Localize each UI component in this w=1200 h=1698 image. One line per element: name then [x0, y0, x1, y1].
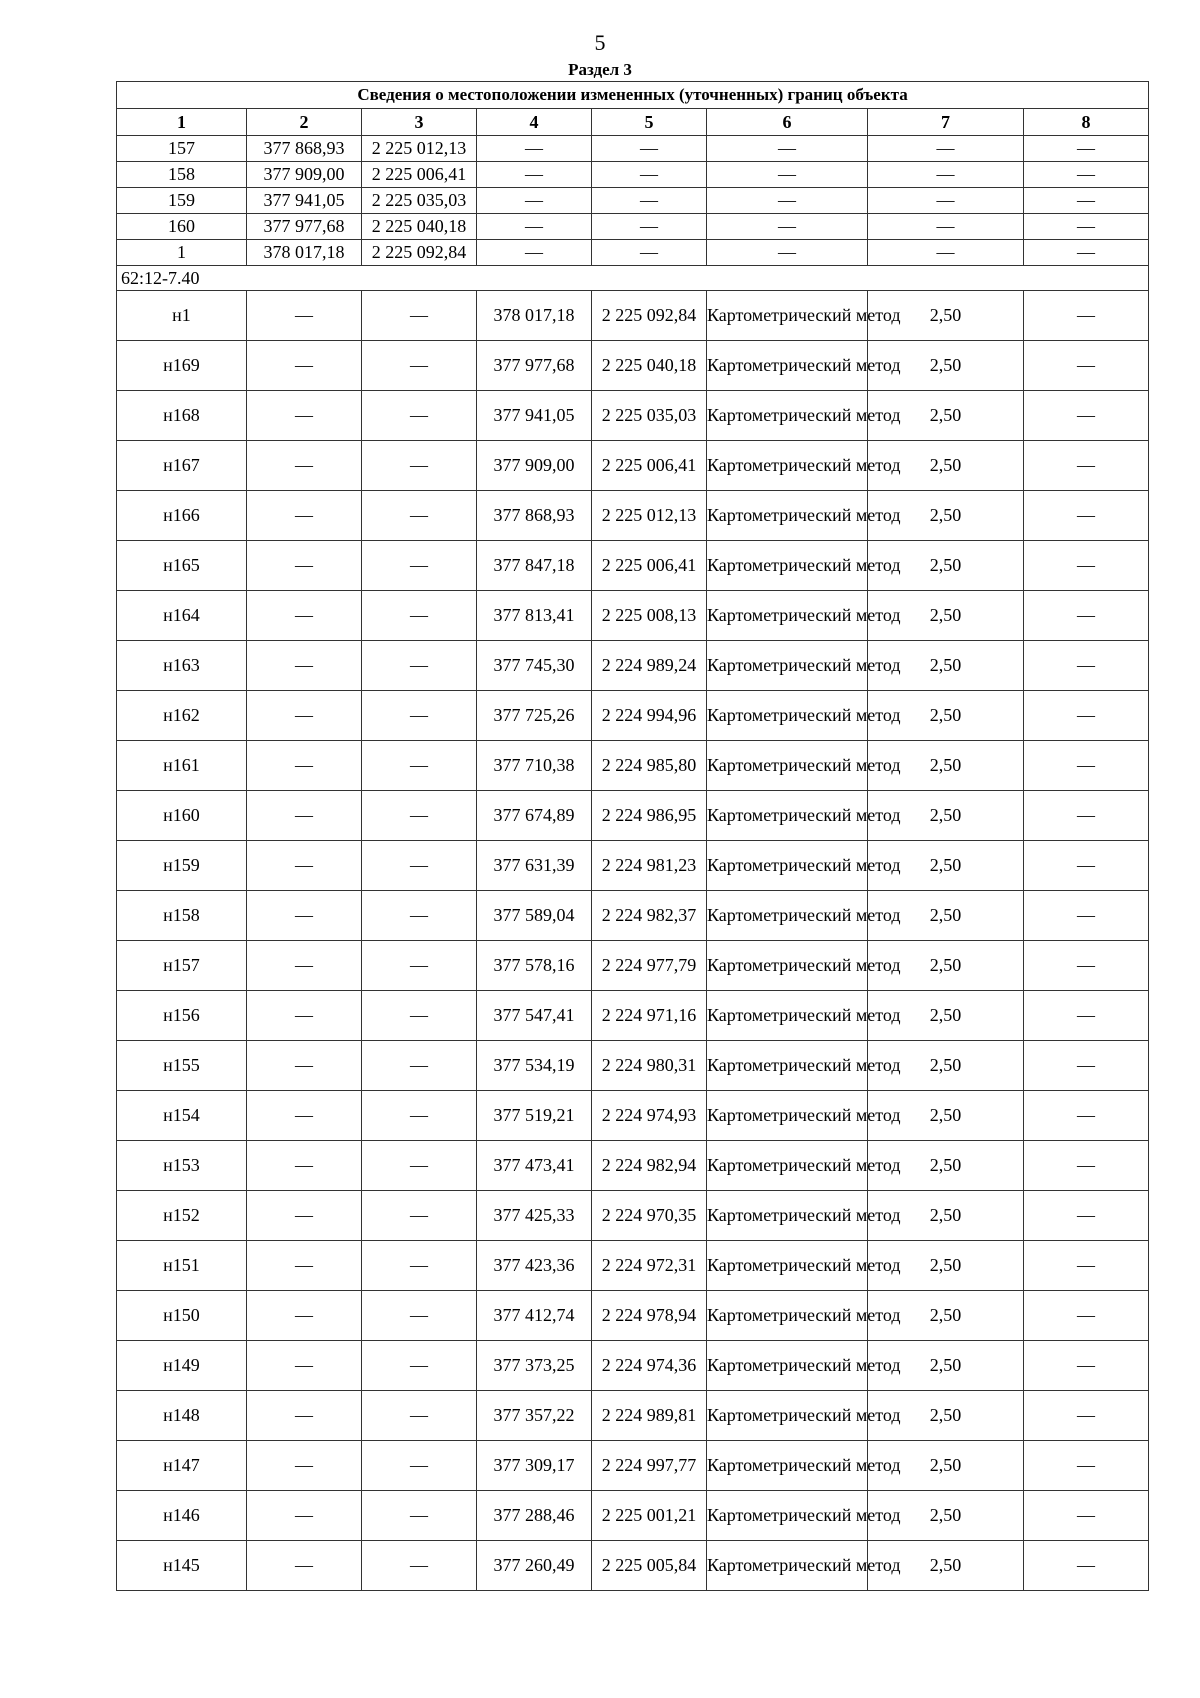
method-cell: Картометрический метод	[707, 541, 868, 591]
empty-dash: —	[247, 891, 362, 941]
new-y: 2 224 972,31	[592, 1241, 707, 1291]
point-label: н167	[117, 441, 247, 491]
empty-dash: —	[1024, 591, 1149, 641]
empty-dash: —	[362, 1391, 477, 1441]
point-label: н159	[117, 841, 247, 891]
existing-y: 2 225 012,13	[362, 136, 477, 162]
method-cell: Картометрический метод	[707, 591, 868, 641]
method-cell: Картометрический метод	[707, 1041, 868, 1091]
new-x: 377 745,30	[477, 641, 592, 691]
empty-dash: —	[247, 1291, 362, 1341]
method-cell: Картометрический метод	[707, 1291, 868, 1341]
table-row	[117, 941, 1149, 991]
empty-dash: —	[1024, 791, 1149, 841]
point-label: н155	[117, 1041, 247, 1091]
empty-dash: —	[477, 214, 592, 240]
accuracy-cell: 2,50	[868, 441, 1024, 491]
new-y: 2 224 986,95	[592, 791, 707, 841]
new-y: 2 225 012,13	[592, 491, 707, 541]
point-label: 159	[117, 188, 247, 214]
empty-dash: —	[1024, 841, 1149, 891]
new-y: 2 224 981,23	[592, 841, 707, 891]
empty-dash: —	[362, 441, 477, 491]
empty-dash: —	[1024, 1141, 1149, 1191]
new-x: 377 941,05	[477, 391, 592, 441]
empty-dash: —	[247, 1241, 362, 1291]
empty-dash: —	[247, 1141, 362, 1191]
empty-dash: —	[247, 1491, 362, 1541]
new-y: 2 225 006,41	[592, 441, 707, 491]
table-row	[117, 1291, 1149, 1341]
point-label: 157	[117, 136, 247, 162]
method-cell: Картометрический метод	[707, 641, 868, 691]
empty-dash: —	[1024, 741, 1149, 791]
accuracy-cell: 2,50	[868, 941, 1024, 991]
accuracy-cell: 2,50	[868, 641, 1024, 691]
method-cell: Картометрический метод	[707, 691, 868, 741]
empty-dash: —	[1024, 291, 1149, 341]
new-x: 377 288,46	[477, 1491, 592, 1541]
new-x: 377 425,33	[477, 1191, 592, 1241]
empty-dash: —	[247, 491, 362, 541]
accuracy-cell: 2,50	[868, 1391, 1024, 1441]
empty-dash: —	[1024, 1241, 1149, 1291]
point-label: н147	[117, 1441, 247, 1491]
method-cell: Картометрический метод	[707, 341, 868, 391]
new-x: 377 977,68	[477, 341, 592, 391]
column-number-7: 7	[868, 109, 1024, 136]
table-row	[117, 214, 1149, 240]
empty-dash: —	[362, 1491, 477, 1541]
empty-dash: —	[247, 1041, 362, 1091]
object-id-row	[117, 266, 1149, 291]
point-label: н156	[117, 991, 247, 1041]
empty-dash: —	[1024, 1441, 1149, 1491]
empty-dash: —	[247, 1441, 362, 1491]
empty-dash: —	[362, 741, 477, 791]
method-cell: Картометрический метод	[707, 1341, 868, 1391]
point-label: н163	[117, 641, 247, 691]
column-number-row	[117, 109, 1149, 136]
new-x: 377 578,16	[477, 941, 592, 991]
column-number-2: 2	[247, 109, 362, 136]
new-y: 2 224 982,94	[592, 1141, 707, 1191]
new-x: 377 813,41	[477, 591, 592, 641]
new-y: 2 224 997,77	[592, 1441, 707, 1491]
point-label: н1	[117, 291, 247, 341]
new-y: 2 224 978,94	[592, 1291, 707, 1341]
accuracy-cell: 2,50	[868, 1341, 1024, 1391]
new-y: 2 224 989,24	[592, 641, 707, 691]
accuracy-cell: 2,50	[868, 791, 1024, 841]
new-y: 2 224 989,81	[592, 1391, 707, 1441]
accuracy-cell: 2,50	[868, 341, 1024, 391]
empty-dash: —	[707, 136, 868, 162]
table-row	[117, 341, 1149, 391]
empty-dash: —	[1024, 541, 1149, 591]
method-cell: Картометрический метод	[707, 1141, 868, 1191]
new-x: 377 473,41	[477, 1141, 592, 1191]
new-y: 2 224 980,31	[592, 1041, 707, 1091]
empty-dash: —	[592, 214, 707, 240]
empty-dash: —	[247, 1341, 362, 1391]
point-label: н158	[117, 891, 247, 941]
accuracy-cell: 2,50	[868, 291, 1024, 341]
point-label: н169	[117, 341, 247, 391]
empty-dash: —	[477, 162, 592, 188]
empty-dash: —	[1024, 491, 1149, 541]
table-row	[117, 841, 1149, 891]
empty-dash: —	[247, 991, 362, 1041]
empty-dash: —	[247, 641, 362, 691]
method-cell: Картометрический метод	[707, 1241, 868, 1291]
empty-dash: —	[247, 541, 362, 591]
accuracy-cell: 2,50	[868, 891, 1024, 941]
accuracy-cell: 2,50	[868, 541, 1024, 591]
new-y: 2 224 970,35	[592, 1191, 707, 1241]
empty-dash: —	[1024, 214, 1149, 240]
accuracy-cell: 2,50	[868, 1091, 1024, 1141]
point-label: н148	[117, 1391, 247, 1441]
empty-dash: —	[247, 841, 362, 891]
empty-dash: —	[1024, 391, 1149, 441]
empty-dash: —	[1024, 641, 1149, 691]
new-y: 2 225 092,84	[592, 291, 707, 341]
empty-dash: —	[362, 891, 477, 941]
new-x: 377 534,19	[477, 1041, 592, 1091]
empty-dash: —	[362, 1241, 477, 1291]
existing-x: 377 909,00	[247, 162, 362, 188]
method-cell: Картометрический метод	[707, 1191, 868, 1241]
empty-dash: —	[247, 291, 362, 341]
empty-dash: —	[362, 641, 477, 691]
new-y: 2 224 985,80	[592, 741, 707, 791]
point-label: н151	[117, 1241, 247, 1291]
new-x: 377 357,22	[477, 1391, 592, 1441]
empty-dash: —	[247, 341, 362, 391]
new-y: 2 224 974,93	[592, 1091, 707, 1141]
new-y: 2 225 040,18	[592, 341, 707, 391]
empty-dash: —	[247, 691, 362, 741]
empty-dash: —	[362, 791, 477, 841]
accuracy-cell: 2,50	[868, 1241, 1024, 1291]
column-number-3: 3	[362, 109, 477, 136]
empty-dash: —	[477, 240, 592, 266]
point-label: 158	[117, 162, 247, 188]
empty-dash: —	[592, 188, 707, 214]
point-label: н153	[117, 1141, 247, 1191]
new-x: 377 260,49	[477, 1541, 592, 1591]
column-number-4: 4	[477, 109, 592, 136]
empty-dash: —	[1024, 1541, 1149, 1591]
empty-dash: —	[362, 691, 477, 741]
table-row	[117, 136, 1149, 162]
empty-dash: —	[247, 741, 362, 791]
empty-dash: —	[592, 162, 707, 188]
existing-y: 2 225 035,03	[362, 188, 477, 214]
new-x: 377 674,89	[477, 791, 592, 841]
table-row	[117, 641, 1149, 691]
empty-dash: —	[1024, 1341, 1149, 1391]
table-row	[117, 162, 1149, 188]
method-cell: Картометрический метод	[707, 1441, 868, 1491]
point-label: 160	[117, 214, 247, 240]
empty-dash: —	[362, 491, 477, 541]
new-x: 377 847,18	[477, 541, 592, 591]
table-row	[117, 1141, 1149, 1191]
empty-dash: —	[1024, 1491, 1149, 1541]
empty-dash: —	[247, 1391, 362, 1441]
empty-dash: —	[1024, 240, 1149, 266]
method-cell: Картометрический метод	[707, 1541, 868, 1591]
point-label: н168	[117, 391, 247, 441]
empty-dash: —	[477, 188, 592, 214]
method-cell: Картометрический метод	[707, 1391, 868, 1441]
method-cell: Картометрический метод	[707, 941, 868, 991]
empty-dash: —	[707, 162, 868, 188]
empty-dash: —	[247, 1541, 362, 1591]
existing-x: 377 868,93	[247, 136, 362, 162]
table-row	[117, 441, 1149, 491]
accuracy-cell: 2,50	[868, 391, 1024, 441]
new-x: 378 017,18	[477, 291, 592, 341]
accuracy-cell: 2,50	[868, 1491, 1024, 1541]
method-cell: Картометрический метод	[707, 791, 868, 841]
new-x: 377 589,04	[477, 891, 592, 941]
point-label: н145	[117, 1541, 247, 1591]
table-row	[117, 1541, 1149, 1591]
table-row	[117, 991, 1149, 1041]
empty-dash: —	[1024, 1391, 1149, 1441]
object-id: 62:12-7.40	[117, 266, 1149, 291]
point-label: н146	[117, 1491, 247, 1541]
accuracy-cell: 2,50	[868, 691, 1024, 741]
method-cell: Картометрический метод	[707, 491, 868, 541]
column-number-5: 5	[592, 109, 707, 136]
table-row	[117, 1041, 1149, 1091]
point-label: н149	[117, 1341, 247, 1391]
table-row	[117, 1191, 1149, 1241]
table-row	[117, 1241, 1149, 1291]
empty-dash: —	[247, 791, 362, 841]
point-label: н154	[117, 1091, 247, 1141]
empty-dash: —	[477, 136, 592, 162]
accuracy-cell: 2,50	[868, 1291, 1024, 1341]
point-label: н150	[117, 1291, 247, 1341]
accuracy-cell: 2,50	[868, 1041, 1024, 1091]
new-y: 2 224 974,36	[592, 1341, 707, 1391]
empty-dash: —	[362, 991, 477, 1041]
new-y: 2 224 977,79	[592, 941, 707, 991]
point-label: н164	[117, 591, 247, 641]
empty-dash: —	[1024, 941, 1149, 991]
empty-dash: —	[1024, 441, 1149, 491]
accuracy-cell: 2,50	[868, 741, 1024, 791]
new-y: 2 225 008,13	[592, 591, 707, 641]
table-row	[117, 291, 1149, 341]
empty-dash: —	[1024, 1041, 1149, 1091]
accuracy-cell: 2,50	[868, 1441, 1024, 1491]
empty-dash: —	[362, 541, 477, 591]
empty-dash: —	[1024, 188, 1149, 214]
new-x: 377 710,38	[477, 741, 592, 791]
empty-dash: —	[1024, 1091, 1149, 1141]
new-x: 377 547,41	[477, 991, 592, 1041]
empty-dash: —	[1024, 341, 1149, 391]
empty-dash: —	[1024, 891, 1149, 941]
table-body	[117, 136, 1149, 1591]
section-title: Раздел 3	[568, 60, 632, 79]
empty-dash: —	[362, 591, 477, 641]
point-label: н166	[117, 491, 247, 541]
point-label: н152	[117, 1191, 247, 1241]
empty-dash: —	[362, 1541, 477, 1591]
empty-dash: —	[362, 1441, 477, 1491]
empty-dash: —	[247, 1091, 362, 1141]
method-cell: Картометрический метод	[707, 441, 868, 491]
boundary-coordinates-table	[116, 81, 1149, 1591]
table-row	[117, 188, 1149, 214]
new-x: 377 868,93	[477, 491, 592, 541]
empty-dash: —	[362, 291, 477, 341]
new-y: 2 225 001,21	[592, 1491, 707, 1541]
empty-dash: —	[707, 214, 868, 240]
point-label: н160	[117, 791, 247, 841]
new-x: 377 412,74	[477, 1291, 592, 1341]
new-x: 377 725,26	[477, 691, 592, 741]
method-cell: Картометрический метод	[707, 391, 868, 441]
empty-dash: —	[1024, 136, 1149, 162]
empty-dash: —	[247, 391, 362, 441]
point-label: н165	[117, 541, 247, 591]
method-cell: Картометрический метод	[707, 1091, 868, 1141]
method-cell: Картометрический метод	[707, 891, 868, 941]
new-y: 2 224 971,16	[592, 991, 707, 1041]
page-number: 5	[594, 30, 606, 55]
empty-dash: —	[362, 941, 477, 991]
table-row	[117, 691, 1149, 741]
empty-dash: —	[868, 162, 1024, 188]
empty-dash: —	[362, 1141, 477, 1191]
empty-dash: —	[868, 214, 1024, 240]
accuracy-cell: 2,50	[868, 841, 1024, 891]
empty-dash: —	[362, 1291, 477, 1341]
empty-dash: —	[1024, 1191, 1149, 1241]
table-row	[117, 891, 1149, 941]
empty-dash: —	[1024, 1291, 1149, 1341]
empty-dash: —	[707, 240, 868, 266]
empty-dash: —	[247, 441, 362, 491]
empty-dash: —	[868, 188, 1024, 214]
new-x: 377 423,36	[477, 1241, 592, 1291]
point-label: 1	[117, 240, 247, 266]
table-caption: Сведения о местоположении измененных (уточненных) границ объекта	[117, 82, 1149, 109]
accuracy-cell: 2,50	[868, 991, 1024, 1041]
existing-y: 2 225 040,18	[362, 214, 477, 240]
table-row	[117, 240, 1149, 266]
empty-dash: —	[362, 1341, 477, 1391]
new-x: 377 373,25	[477, 1341, 592, 1391]
new-x: 377 909,00	[477, 441, 592, 491]
table-row	[117, 791, 1149, 841]
existing-x: 378 017,18	[247, 240, 362, 266]
table-row	[117, 591, 1149, 641]
table-header	[117, 82, 1149, 136]
table-row	[117, 1491, 1149, 1541]
empty-dash: —	[1024, 691, 1149, 741]
empty-dash: —	[1024, 991, 1149, 1041]
accuracy-cell: 2,50	[868, 1541, 1024, 1591]
point-label: н162	[117, 691, 247, 741]
point-label: н161	[117, 741, 247, 791]
table-row	[117, 391, 1149, 441]
empty-dash: —	[707, 188, 868, 214]
empty-dash: —	[362, 1191, 477, 1241]
new-y: 2 225 035,03	[592, 391, 707, 441]
column-number-6: 6	[707, 109, 868, 136]
new-y: 2 224 982,37	[592, 891, 707, 941]
accuracy-cell: 2,50	[868, 491, 1024, 541]
accuracy-cell: 2,50	[868, 591, 1024, 641]
table-row	[117, 1341, 1149, 1391]
accuracy-cell: 2,50	[868, 1191, 1024, 1241]
new-x: 377 519,21	[477, 1091, 592, 1141]
empty-dash: —	[592, 240, 707, 266]
empty-dash: —	[247, 941, 362, 991]
table-row	[117, 1441, 1149, 1491]
empty-dash: —	[1024, 162, 1149, 188]
existing-x: 377 941,05	[247, 188, 362, 214]
accuracy-cell: 2,50	[868, 1141, 1024, 1191]
empty-dash: —	[592, 136, 707, 162]
table-row	[117, 1391, 1149, 1441]
method-cell: Картометрический метод	[707, 991, 868, 1041]
empty-dash: —	[362, 1091, 477, 1141]
new-y: 2 225 005,84	[592, 1541, 707, 1591]
empty-dash: —	[868, 240, 1024, 266]
method-cell: Картометрический метод	[707, 741, 868, 791]
empty-dash: —	[247, 1191, 362, 1241]
existing-x: 377 977,68	[247, 214, 362, 240]
table-row	[117, 741, 1149, 791]
empty-dash: —	[362, 1041, 477, 1091]
empty-dash: —	[247, 591, 362, 641]
empty-dash: —	[362, 341, 477, 391]
new-y: 2 225 006,41	[592, 541, 707, 591]
existing-y: 2 225 006,41	[362, 162, 477, 188]
table-row	[117, 491, 1149, 541]
table-row	[117, 1091, 1149, 1141]
method-cell: Картометрический метод	[707, 1491, 868, 1541]
method-cell: Картометрический метод	[707, 291, 868, 341]
empty-dash: —	[868, 136, 1024, 162]
method-cell: Картометрический метод	[707, 841, 868, 891]
empty-dash: —	[362, 391, 477, 441]
existing-y: 2 225 092,84	[362, 240, 477, 266]
new-y: 2 224 994,96	[592, 691, 707, 741]
new-x: 377 631,39	[477, 841, 592, 891]
new-x: 377 309,17	[477, 1441, 592, 1491]
point-label: н157	[117, 941, 247, 991]
empty-dash: —	[362, 841, 477, 891]
column-number-8: 8	[1024, 109, 1149, 136]
column-number-1: 1	[117, 109, 247, 136]
table-row	[117, 541, 1149, 591]
